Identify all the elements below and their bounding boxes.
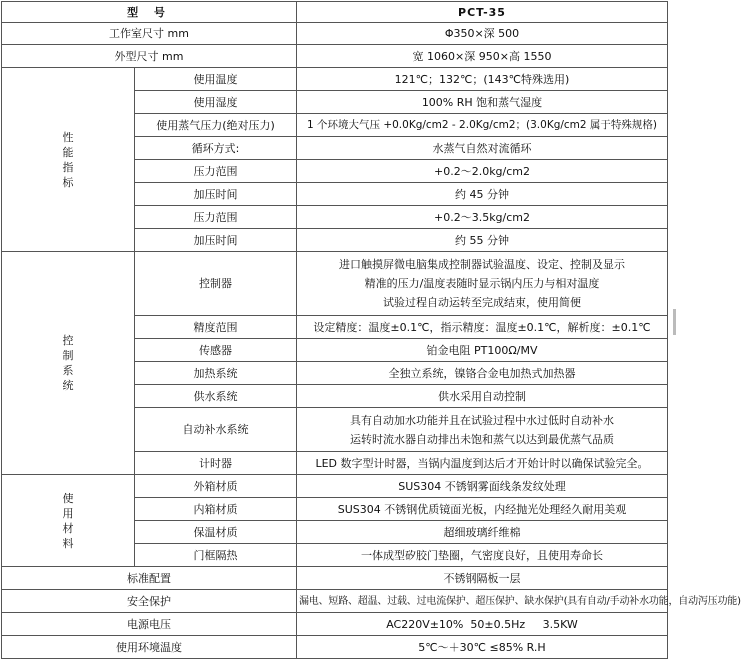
spec-row [2, 567, 668, 590]
row-value: 121℃；132℃；(143℃特殊选用) [297, 68, 668, 91]
spec-row [2, 590, 668, 613]
category-char: 能 [62, 145, 74, 159]
outer-size-label: 外型尺寸 mm [2, 45, 297, 68]
row-value: 超细玻璃纤维棉 [297, 521, 668, 544]
model-label: 型 号 [2, 2, 297, 23]
row-value: SUS304 不锈钢雾面线条发纹处理 [297, 475, 668, 498]
category-char: 标 [62, 175, 74, 189]
row-label: 加压时间 [135, 229, 297, 252]
row-value: LED 数字型计时器，当锅内温度到达后才开始计时以确保试验完全。 [297, 452, 668, 475]
chamber-size-label: 工作室尺寸 mm [2, 23, 297, 45]
row-label: 保温材质 [135, 521, 297, 544]
ambient-label: 使用环境温度 [2, 636, 297, 659]
row-label: 使用蒸气压力(绝对压力) [135, 114, 297, 137]
category-char: 料 [62, 536, 74, 550]
row-value: 一体成型矽胶门垫圈，气密度良好，且使用寿命长 [297, 544, 668, 567]
spec-row [2, 68, 668, 91]
spec-row [2, 475, 668, 498]
row-label: 门框隔热 [135, 544, 297, 567]
description-line: 具有自动加水功能并且在试验过程中水过低时自动补水 [350, 413, 614, 427]
standard-config-label: 标准配置 [2, 567, 297, 590]
description-line: 运转时流水器自动排出未饱和蒸气以达到最优蒸气品质 [350, 432, 614, 446]
control-category [2, 252, 135, 475]
safety-label: 安全保护 [2, 590, 297, 613]
category-char: 性 [62, 130, 74, 144]
category-char: 使 [62, 491, 74, 505]
row-value: 约 55 分钟 [297, 229, 668, 252]
power-label: 电源电压 [2, 613, 297, 636]
category-char: 指 [62, 160, 74, 174]
row-value: 全独立系统，镍铬合金电加热式加热器 [297, 362, 668, 385]
row-value: SUS304 不锈钢优质镜面光板，内经抛光处理经久耐用美观 [297, 498, 668, 521]
row-label: 控制器 [135, 252, 297, 316]
row-label: 内箱材质 [135, 498, 297, 521]
spec-row [2, 636, 668, 659]
row-value: +0.2～2.0kg/cm2 [297, 160, 668, 183]
row-label: 精度范围 [135, 316, 297, 339]
row-value: +0.2～3.5kg/cm2 [297, 206, 668, 229]
row-label: 供水系统 [135, 385, 297, 408]
row-value: 约 45 分钟 [297, 183, 668, 206]
row-value: 100% RH 饱和蒸气湿度 [297, 91, 668, 114]
standard-config-value: 不锈钢隔板一层 [297, 567, 668, 590]
spec-row [2, 45, 668, 68]
row-label: 加压时间 [135, 183, 297, 206]
row-label: 循环方式: [135, 137, 297, 160]
spec-table [1, 1, 741, 659]
row-label: 自动补水系统 [135, 408, 297, 452]
spec-sheet [1, 1, 741, 659]
category-char: 用 [62, 506, 74, 520]
auto-refill-description [297, 408, 668, 452]
safety-value: 漏电、短路、超温、过载、过电流保护、超压保护、缺水保护(具有自动/手动补水功能，自动泻压功能) [297, 590, 668, 613]
spec-row [2, 613, 668, 636]
row-label: 传感器 [135, 339, 297, 362]
model-value: PCT-35 [297, 2, 668, 23]
performance-category [2, 68, 135, 252]
description-line: 试验过程自动运转至完成结束，使用简便 [383, 296, 581, 309]
category-char: 统 [62, 379, 74, 392]
ambient-value: 5℃～＋30℃ ≤85% R.H [297, 636, 668, 659]
row-label: 使用湿度 [135, 91, 297, 114]
spec-row [2, 252, 668, 316]
category-char: 制 [62, 349, 74, 362]
row-value: 1 个环境大气压 +0.0Kg/cm2 - 2.0Kg/cm2；(3.0Kg/cm2 属于特殊规格) [297, 114, 668, 137]
row-label: 外箱材质 [135, 475, 297, 498]
row-label: 压力范围 [135, 206, 297, 229]
row-value: 设定精度：温度±0.1℃，指示精度：温度±0.1℃，解析度：±0.1℃ [297, 316, 668, 339]
category-char: 控 [62, 334, 74, 347]
row-value: 水蒸气自然对流循环 [297, 137, 668, 160]
scrollbar-thumb[interactable] [673, 309, 676, 335]
row-label: 压力范围 [135, 160, 297, 183]
controller-description [297, 252, 668, 316]
row-label: 使用温度 [135, 68, 297, 91]
category-char: 材 [62, 521, 74, 535]
header-row [2, 2, 668, 23]
row-value: 供水采用自动控制 [297, 385, 668, 408]
description-line: 精准的压力/温度表随时显示锅内压力与相对温度 [364, 277, 600, 290]
row-label: 计时器 [135, 452, 297, 475]
chamber-size-value: Φ350×深 500 [297, 23, 668, 45]
row-value: 铂金电阻 PT100Ω/MV [297, 339, 668, 362]
category-char: 系 [62, 364, 74, 377]
materials-category [2, 475, 135, 567]
power-value: AC220V±10% 50±0.5Hz 3.5KW [297, 613, 668, 636]
description-line: 进口触摸屏微电脑集成控制器试验温度、设定、控制及显示 [339, 258, 625, 271]
spec-row [2, 23, 668, 45]
outer-size-value: 宽 1060×深 950×高 1550 [297, 45, 668, 68]
row-label: 加热系统 [135, 362, 297, 385]
